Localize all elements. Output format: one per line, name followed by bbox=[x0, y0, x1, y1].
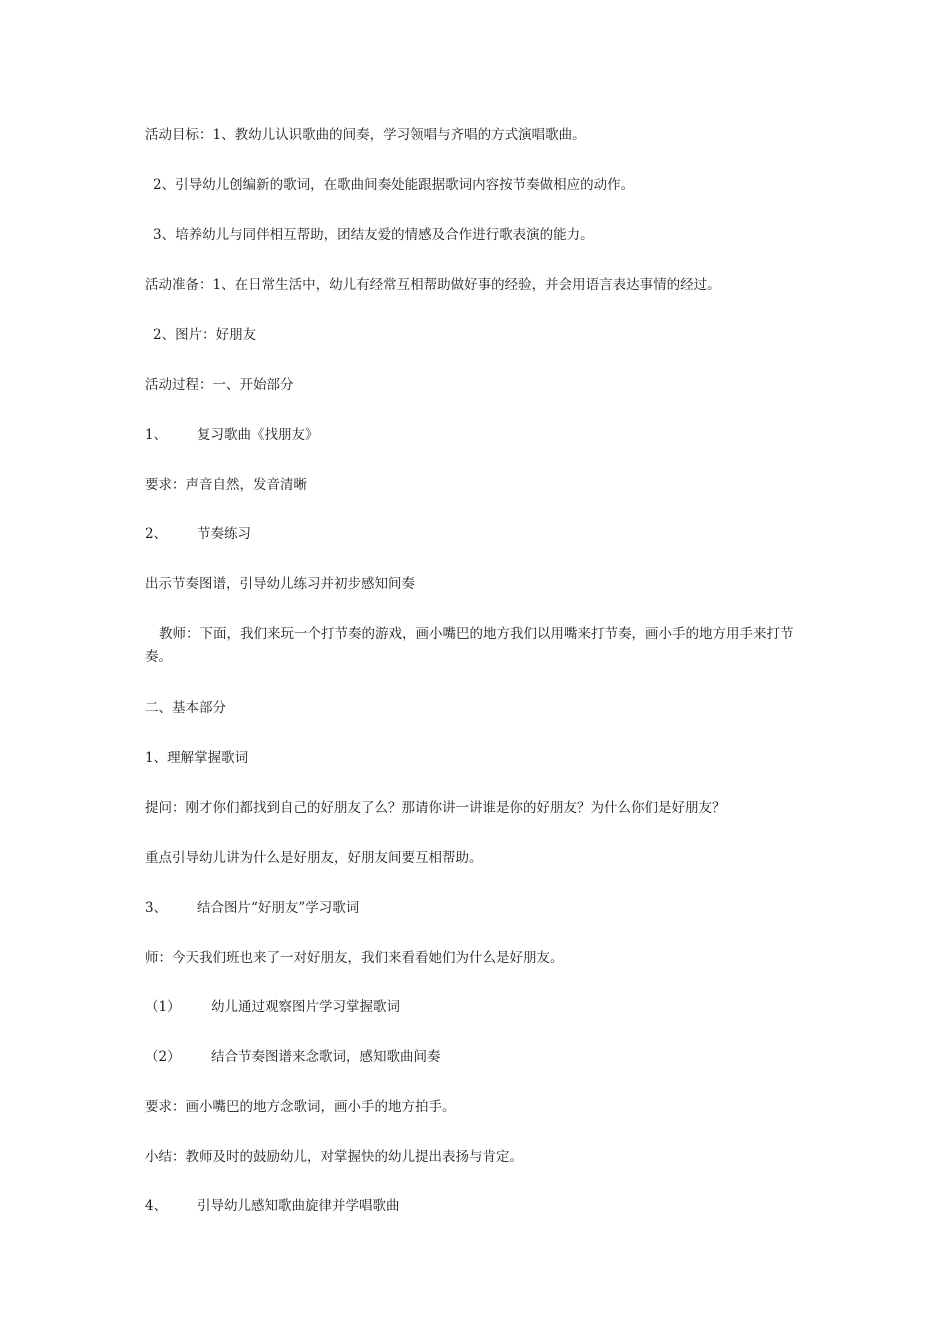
step-2-item bbox=[145, 523, 815, 546]
focus-text: 重点引导幼儿讲为什么是好朋友，好朋友间要互相帮助。 bbox=[145, 850, 483, 866]
step-1-text: 复习歌曲《找朋友》 bbox=[197, 427, 319, 443]
step-3-text: 结合图片“好朋友”学习歌词 bbox=[197, 900, 360, 916]
step-1-requirement bbox=[145, 474, 815, 497]
step-2-description bbox=[145, 573, 815, 596]
step-2-description-text: 出示节奏图谱，引导幼儿练习并初步感知间奏 bbox=[145, 576, 415, 592]
prep-1-paragraph bbox=[145, 274, 815, 297]
step-3-number: 3、 bbox=[145, 900, 168, 916]
summary-text: 小结：教师及时的鼓励幼儿，对掌握快的幼儿提出表扬与肯定。 bbox=[145, 1149, 523, 1165]
step-4-number: 4、 bbox=[145, 1198, 168, 1214]
sub-1-text: 幼儿通过观察图片学习掌握歌词 bbox=[211, 999, 400, 1015]
step-1-number: 1、 bbox=[145, 427, 168, 443]
goal-3-paragraph bbox=[145, 224, 823, 247]
step-2-number: 2、 bbox=[145, 526, 168, 542]
basic-1-heading-text: 1、理解掌握歌词 bbox=[145, 750, 249, 766]
prep-1-text: 活动准备：1、在日常生活中，幼儿有经常互相帮助做好事的经验，并会用语言表达事情的经过。 bbox=[145, 277, 721, 293]
focus-paragraph bbox=[145, 847, 815, 870]
question-text: 提问：刚才你们都找到自己的好朋友了么？那请你讲一讲谁是你的好朋友？为什么你们是好朋友？ bbox=[145, 800, 726, 816]
prep-2-text: 2、图片：好朋友 bbox=[153, 327, 257, 343]
process-heading-text: 活动过程：一、开始部分 bbox=[145, 377, 294, 393]
requirement-2-paragraph bbox=[145, 1096, 815, 1119]
prep-2-paragraph bbox=[145, 324, 823, 347]
process-heading bbox=[145, 374, 815, 397]
goal-3-text: 3、培养幼儿与同伴相互帮助，团结友爱的情感及合作进行歌表演的能力。 bbox=[153, 227, 594, 243]
step-3-item bbox=[145, 897, 815, 920]
sub-2-text: 结合节奏图谱来念歌词，感知歌曲间奏 bbox=[211, 1049, 441, 1065]
summary-paragraph bbox=[145, 1146, 815, 1169]
step-4-text: 引导幼儿感知歌曲旋律并学唱歌曲 bbox=[197, 1198, 400, 1214]
sub-2-number: （2） bbox=[145, 1049, 181, 1065]
goal-1-text: 活动目标：1、教幼儿认识歌曲的间奏，学习领唱与齐唱的方式演唱歌曲。 bbox=[145, 127, 586, 143]
question-paragraph bbox=[145, 797, 815, 820]
requirement-2-text: 要求：画小嘴巴的地方念歌词，画小手的地方拍手。 bbox=[145, 1099, 456, 1115]
goal-2-text: 2、引导幼儿创编新的歌词，在歌曲间奏处能跟据歌词内容按节奏做相应的动作。 bbox=[153, 177, 635, 193]
part-2-heading-text: 二、基本部分 bbox=[145, 700, 226, 716]
sub-1-number: （1） bbox=[145, 999, 181, 1015]
step-1-requirement-text: 要求：声音自然，发音清晰 bbox=[145, 477, 307, 493]
basic-1-heading bbox=[145, 747, 815, 770]
goal-1-paragraph bbox=[145, 124, 815, 147]
sub-2-item bbox=[145, 1046, 815, 1069]
teacher-1-text: 教师：下面，我们来玩一个打节奏的游戏，画小嘴巴的地方我们以用嘴来打节奏，画小手的地方用手来打节奏。 bbox=[145, 626, 794, 665]
goal-2-paragraph bbox=[145, 174, 823, 197]
sub-1-item bbox=[145, 996, 815, 1019]
teacher-2-paragraph bbox=[145, 947, 815, 970]
step-1-item bbox=[145, 424, 815, 447]
step-2-text: 节奏练习 bbox=[197, 526, 251, 542]
step-4-item bbox=[145, 1195, 815, 1218]
teacher-2-text: 师：今天我们班也来了一对好朋友，我们来看看她们为什么是好朋友。 bbox=[145, 950, 564, 966]
part-2-heading bbox=[145, 697, 815, 720]
teacher-1-paragraph bbox=[145, 623, 815, 669]
